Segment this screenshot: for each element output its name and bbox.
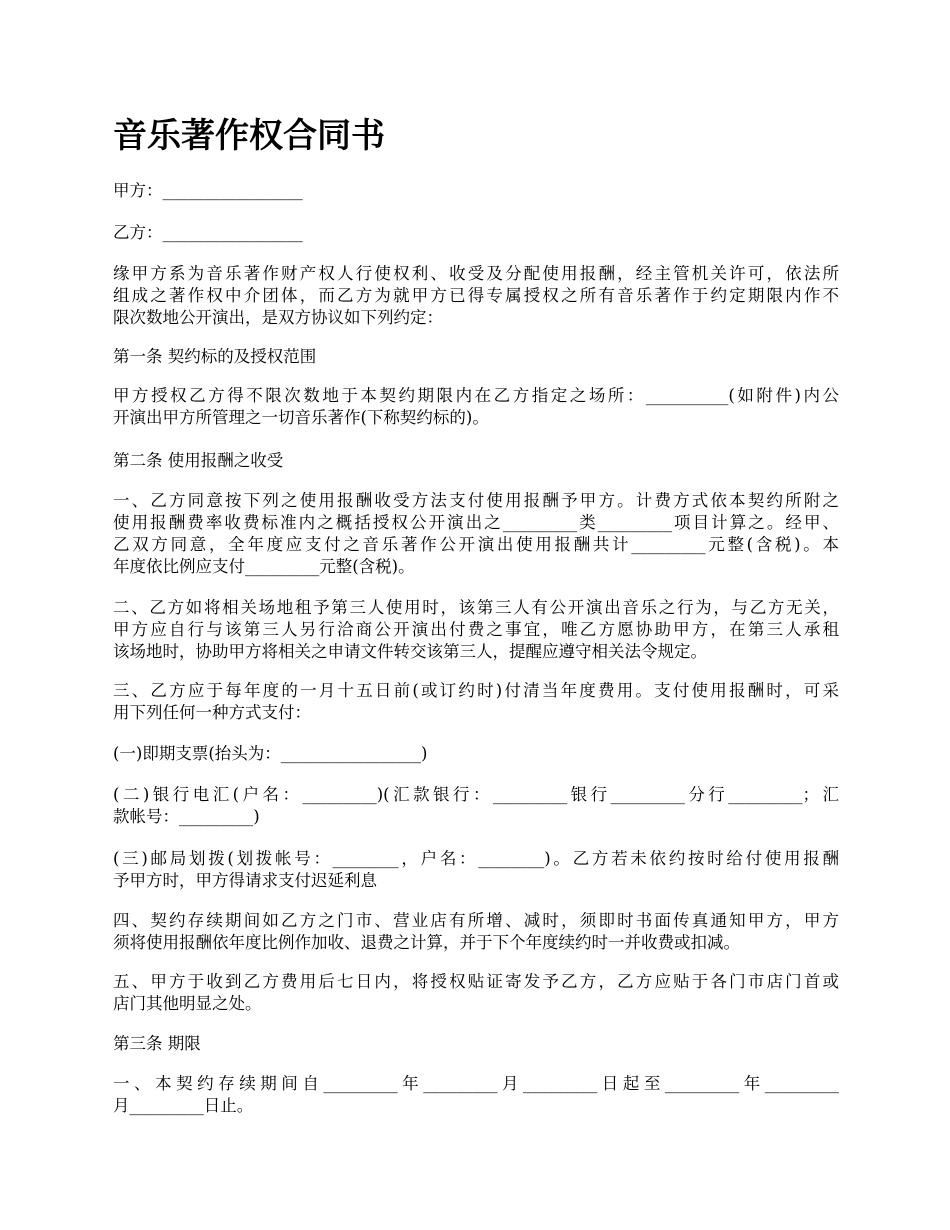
preamble-paragraph (113, 263, 839, 329)
document-title: 音乐著作权合同书 (113, 116, 385, 156)
text-line: 一、本契约存续期间自_________年_________月_________日起至_________年_________ (113, 1074, 839, 1093)
article-2-heading (113, 450, 839, 472)
text-line: 一、乙方同意按下列之使用报酬收受方法支付使用报酬予甲方。计费方式依本契约所附之 (113, 491, 839, 510)
payment-option-wire (113, 784, 839, 828)
article-3-heading (113, 1033, 839, 1055)
text-line: 该场地时，协助甲方将相关之申请文件转交该第三人，提醒应遵守相关法令规定。 (113, 642, 707, 661)
text-line: 须将使用报酬依年度比例作加收、退费之计算，并于下个年度续约时一并收费或扣减。 (113, 933, 740, 952)
text-line: 开演出甲方所管理之一切音乐著作(下称契约标的)。 (113, 408, 489, 427)
text-line: 店门其他明显之处。 (113, 994, 262, 1013)
text-line: 用下列任何一种方式支付： (113, 703, 311, 722)
text-line: (二)银行电汇(户名：_________)(汇款银行：_________银行_________分行_________；汇 (113, 785, 839, 804)
text-line: 二、乙方如将相关场地租予第三人使用时，该第三人有公开演出音乐之行为，与乙方无关， (113, 598, 839, 617)
text-line: 予甲方时，甲方得请求支付迟延利息 (113, 871, 377, 890)
text-line: 款帐号：_________) (113, 807, 260, 826)
text-line: 乙方：_________________ (113, 223, 303, 242)
text-line: 四、契约存续期间如乙方之门市、营业店有所增、减时，须即时书面传真通知甲方，甲方 (113, 911, 839, 930)
text-line: (三)邮局划拨(划拨帐号：________，户名：________)。乙方若未依约按时给付使用报酬 (113, 849, 839, 868)
party-b-line (113, 222, 839, 244)
text-line: 限次数地公开演出，是双方协议如下列约定： (113, 308, 443, 327)
article-2-clause-1 (113, 490, 839, 578)
text-line: 第三条 期限 (113, 1034, 201, 1053)
article-1-heading (113, 346, 839, 368)
text-line: 使用报酬费率收费标准内之概括授权公开演出之_________类_________项目计算之。经甲、 (113, 513, 839, 532)
article-2-clause-3 (113, 680, 839, 724)
text-line: 甲方应自行与该第三人另行洽商公开演出付费之事宜，唯乙方愿协助甲方，在第三人承租 (113, 620, 839, 639)
article-2-clause-4 (113, 910, 839, 954)
text-line: 组成之著作权中介团体，而乙方为就甲方已得专属授权之所有音乐著作于约定期限内作不 (113, 286, 839, 305)
text-line: 月_________日止。 (113, 1096, 254, 1115)
text-line: 年度依比例应支付_________元整(含税)。 (113, 557, 415, 576)
text-line: (一)即期支票(抬头为：_________________) (113, 744, 428, 763)
text-line: 第一条 契约标的及授权范围 (113, 347, 317, 366)
text-line: 五、甲方于收到乙方费用后七日内，将授权贴证寄发予乙方，乙方应贴于各门市店门首或 (113, 972, 839, 991)
article-2-clause-2 (113, 597, 839, 663)
payment-option-postal (113, 848, 839, 892)
article-1-paragraph (113, 385, 839, 429)
text-line: 第二条 使用报酬之收受 (113, 451, 284, 470)
article-3-clause-1 (113, 1073, 839, 1117)
text-line: 甲方授权乙方得不限次数地于本契约期限内在乙方指定之场所：__________(如附件)内公 (113, 386, 839, 405)
text-line: 乙双方同意，全年度应支付之音乐著作公开演出使用报酬共计_________元整(含税)。本 (113, 535, 839, 554)
text-line: 甲方：_________________ (113, 181, 303, 200)
text-line: 缘甲方系为音乐著作财产权人行使权利、收受及分配使用报酬，经主管机关许可，依法所 (113, 264, 839, 283)
payment-option-cheque (113, 743, 839, 765)
article-2-clause-5 (113, 971, 839, 1015)
text-line: 三、乙方应于每年度的一月十五日前(或订约时)付清当年度费用。支付使用报酬时，可采 (113, 681, 839, 700)
party-a-line (113, 180, 839, 202)
